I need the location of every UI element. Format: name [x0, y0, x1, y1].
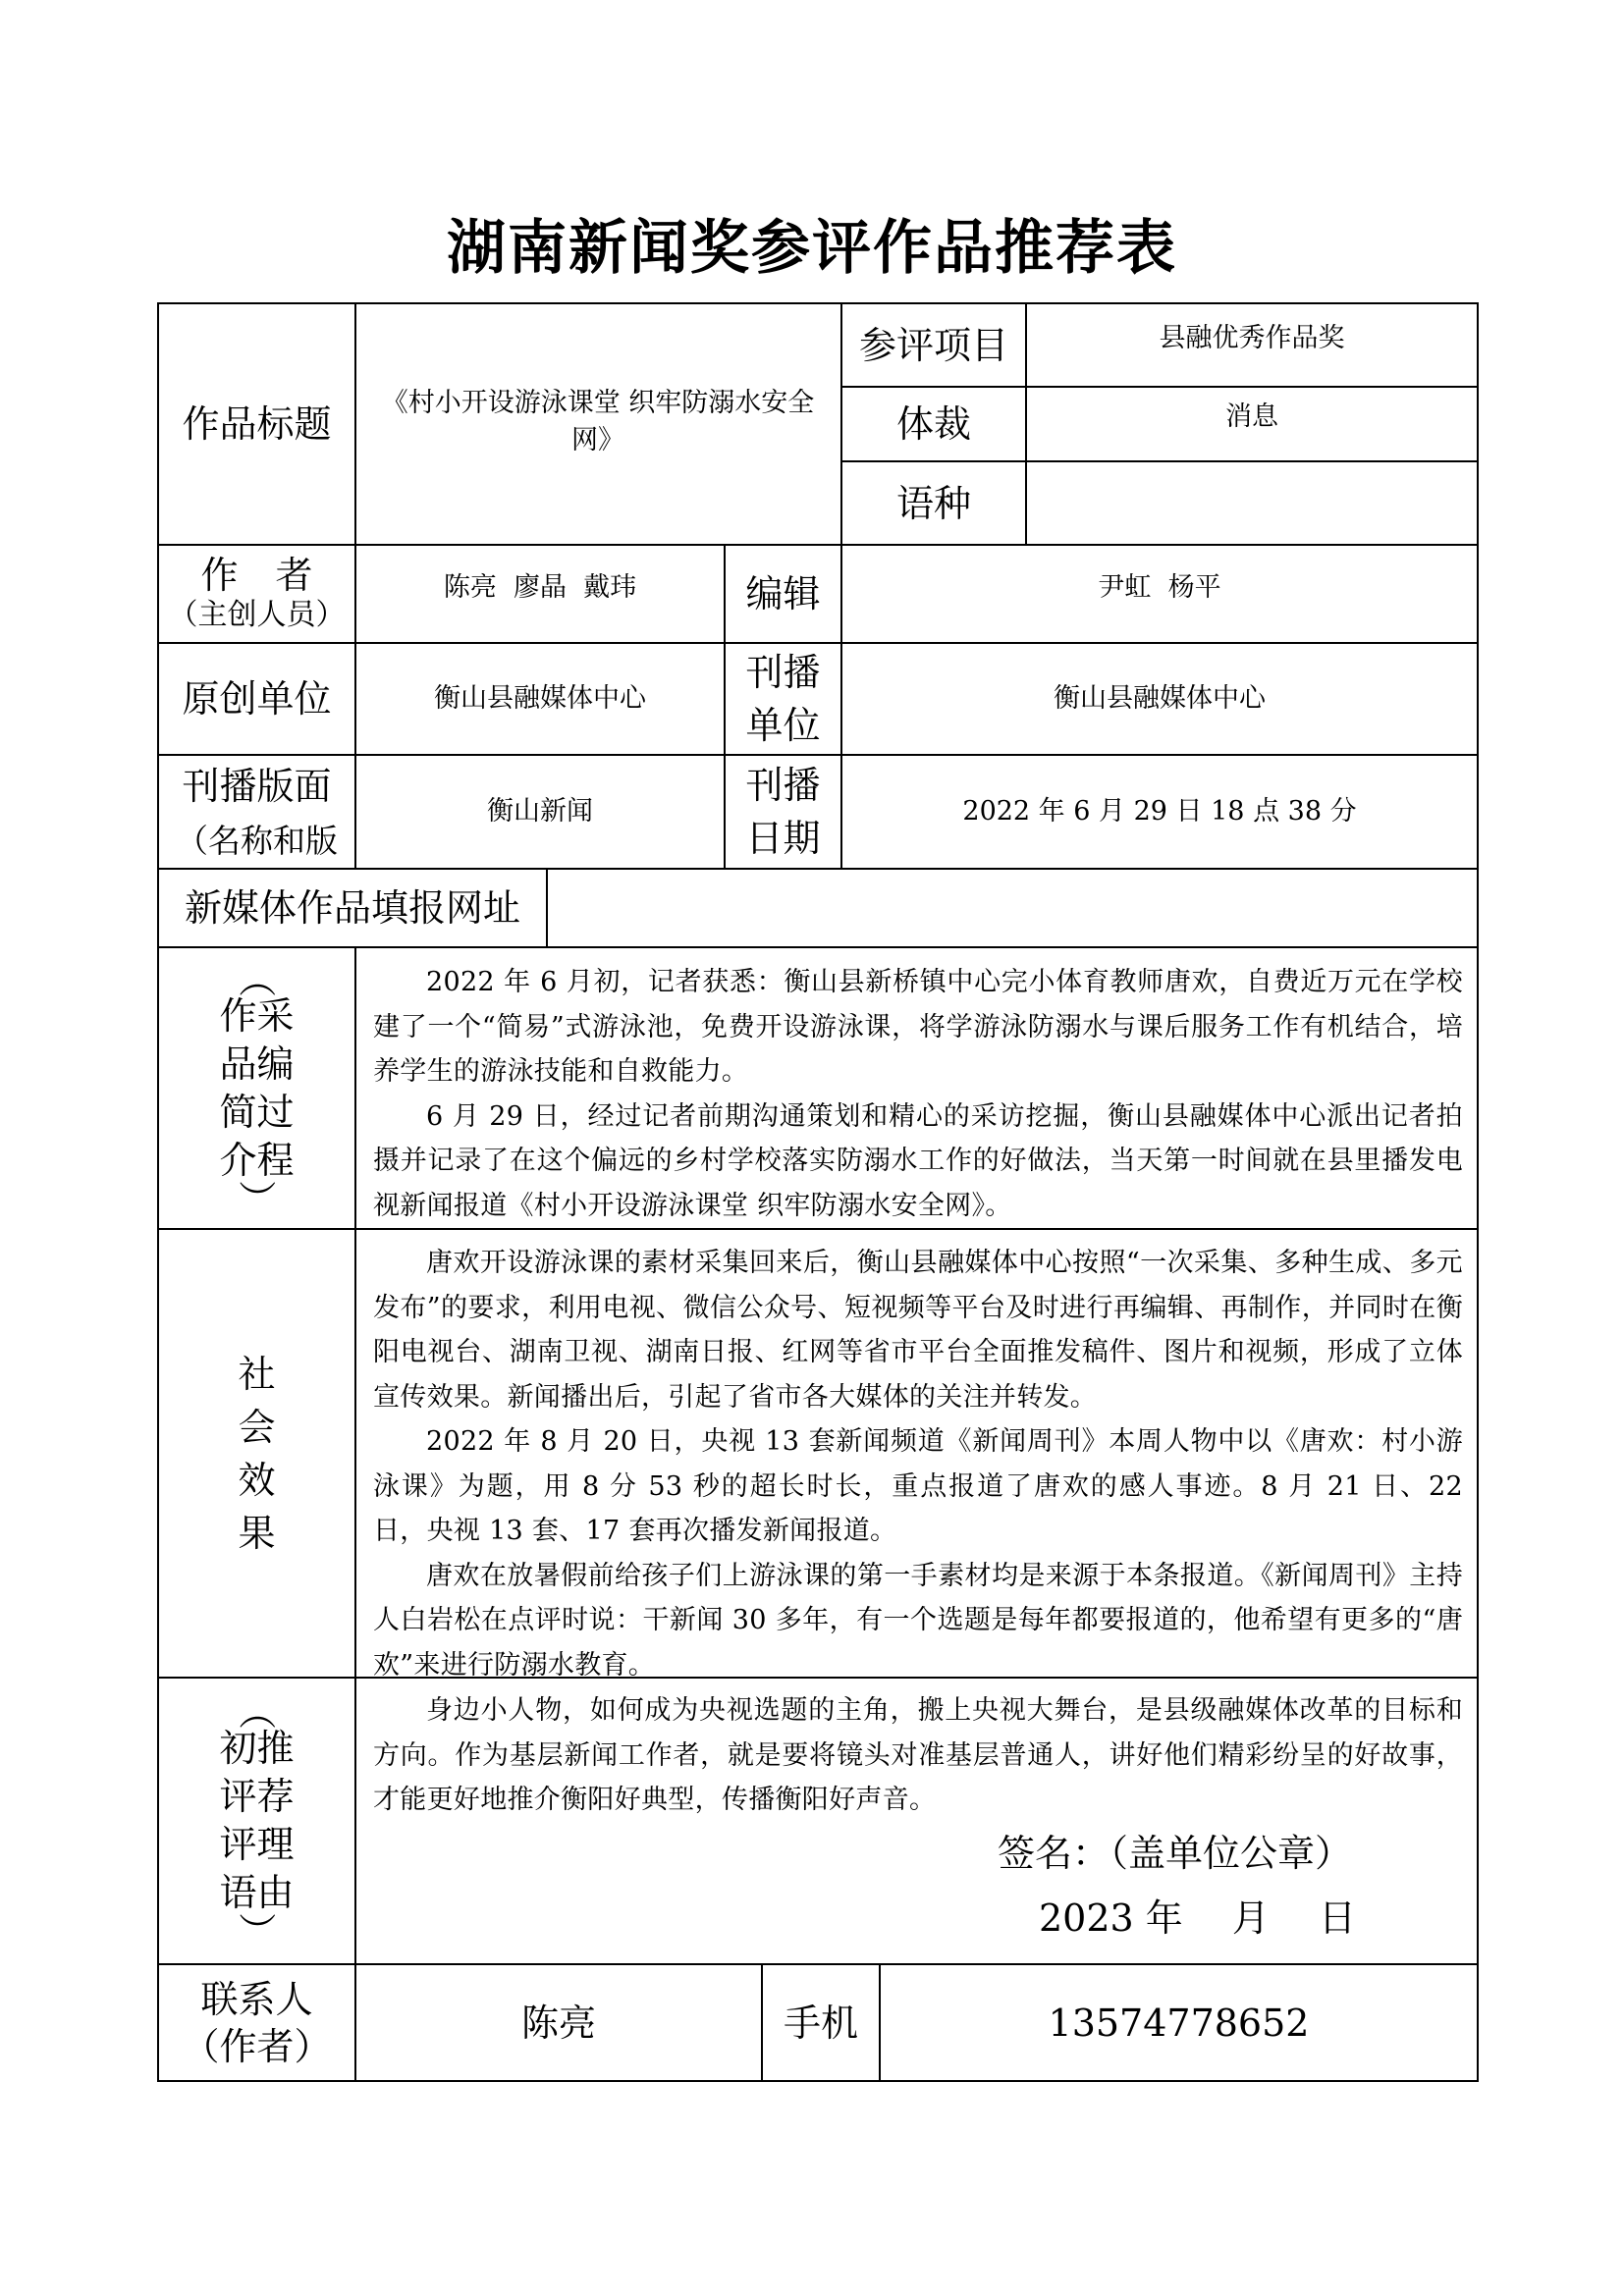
- layout-label-line2: （名称和版: [176, 822, 338, 860]
- review-paragraph: 身边小人物，如何成为央视选题的主角，搬上央视大舞台，是县级融媒体改革的目标和方向。作为基层新闻工作者，就是要将镜头对准基层普通人，讲好他们精彩纷呈的好故事，才能更好地推介衡阳好典型，传播衡阳好声音。: [373, 1695, 1463, 1815]
- phone-label-text: 手机: [783, 2001, 858, 2045]
- review-label-line: 初推: [219, 1727, 295, 1770]
- contact-name-value: [356, 1965, 761, 2080]
- effect-paragraph: 唐欢开设游泳课的素材采集回来后，衡山县融媒体中心按照“一次采集、多种生成、多元发布”的要求，利用电视、微信公众号、短视频等平台及时进行再编辑、再制作，并同时在衡阳电视台、湖南卫视、湖南日报、红网等省市平台全面推发稿件、图片和视频，形成了立体宣传效果。新闻播出后，引起了省市各大媒体的关注并转发。: [373, 1248, 1463, 1413]
- process-label-line: 简过: [219, 1090, 295, 1134]
- publish-date-label-line2: 日期: [745, 817, 821, 860]
- layout-label-line1: 刊播版面: [182, 765, 332, 808]
- language-label: [842, 462, 1025, 544]
- origin-unit-label: [159, 644, 354, 754]
- signature: 签名：（盖单位公章）: [998, 1832, 1353, 1875]
- genre-label: [842, 388, 1025, 460]
- category-label: [842, 304, 1025, 386]
- process-label-open-paren: （: [235, 959, 279, 997]
- process-label-line: 作采: [219, 993, 295, 1038]
- editor-label-text: 编辑: [745, 572, 821, 615]
- review-label-close-paren: ）: [235, 1911, 279, 1950]
- review-content: [373, 1688, 1463, 1836]
- process-paragraph: 2022 年 6 月初，记者获悉：衡山县新桥镇中心完小体育教师唐欢，自费近万元在学校建了一个“简易”式游泳池，免费开设游泳课，将学游泳防溺水与课后服务工作有机结合，培养学生的游泳技能和自救能力。: [373, 967, 1463, 1087]
- category-text: 县融优秀作品奖: [1159, 322, 1345, 353]
- process-label-close-paren: ）: [235, 1179, 279, 1217]
- language-label-text: 语种: [895, 481, 971, 525]
- publish-unit-label-line2: 单位: [745, 704, 821, 747]
- new-media-url-label-text: 新媒体作品填报网址: [184, 886, 520, 930]
- process-label-line: 介程: [219, 1138, 295, 1182]
- effect-label-line: 效: [238, 1458, 276, 1502]
- editors-value: [842, 546, 1477, 642]
- work-title-label: [159, 304, 354, 544]
- effect-label-line: 社: [238, 1352, 276, 1396]
- work-title-text: 《村小开设游泳课堂 织牢防溺水安全网》: [381, 388, 815, 455]
- table-border-right: [1477, 302, 1479, 2082]
- genre-label-text: 体裁: [895, 402, 971, 446]
- work-title-value: [371, 304, 825, 544]
- author-label-line2: （主创人员）: [168, 598, 346, 632]
- effect-content: [373, 1241, 1463, 1681]
- publish-date-value: [842, 756, 1477, 868]
- process-label: [159, 948, 354, 1228]
- layout-text: 衡山新闻: [487, 796, 593, 827]
- phone-number-text: 13574778652: [1048, 2001, 1310, 2045]
- process-label-line: 品编: [219, 1041, 295, 1086]
- language-value: [1027, 462, 1477, 544]
- authors-value: [356, 546, 724, 642]
- editor-label: [726, 546, 840, 642]
- publish-unit-text: 衡山县融媒体中心: [1054, 683, 1266, 714]
- review-label: [159, 1679, 354, 1963]
- contact-name-text: 陈亮: [520, 2001, 596, 2045]
- sign-date: 2023 年 月 日: [1039, 1896, 1356, 1940]
- genre-text: 消息: [1225, 401, 1278, 432]
- effect-label: [159, 1230, 354, 1677]
- effect-label-line: 会: [238, 1405, 276, 1449]
- effect-label-line: 果: [238, 1511, 276, 1555]
- process-paragraph: 6 月 29 日，经过记者前期沟通策划和精心的采访挖掘，衡山县融媒体中心派出记者拍摄并记录了在这个偏远的乡村学校落实防溺水工作的好做法，当天第一时间就在县里播发电视新闻报道《村小开设游泳课堂 织牢防溺水安全网》。: [373, 1100, 1463, 1221]
- new-media-url-value: [548, 870, 1477, 946]
- process-content: [373, 960, 1463, 1225]
- contact-label-line1: 联系人: [200, 1977, 313, 2021]
- editors-text: 尹虹 杨平: [1098, 572, 1221, 603]
- origin-unit-text: 衡山县融媒体中心: [434, 683, 646, 714]
- authors-text: 陈亮 廖晶 戴玮: [443, 572, 637, 603]
- review-label-open-paren: （: [235, 1691, 279, 1731]
- review-label-line: 评荐: [219, 1775, 295, 1818]
- layout-label: [159, 756, 354, 868]
- publish-unit-label-line1: 刊播: [745, 651, 821, 694]
- publish-date-label: [726, 756, 840, 868]
- contact-label-line2: （作者）: [182, 2024, 332, 2068]
- layout-value: [356, 756, 724, 868]
- publish-unit-label: [726, 644, 840, 754]
- phone-value: [881, 1965, 1477, 2080]
- author-label: [159, 546, 354, 642]
- review-label-line: 评理: [219, 1823, 295, 1866]
- origin-unit-label-text: 原创单位: [182, 677, 332, 721]
- origin-unit-value: [356, 644, 724, 754]
- new-media-url-label: [159, 870, 546, 946]
- effect-paragraph: 2022 年 8 月 20 日，央视 13 套新闻频道《新闻周刊》本周人物中以《唐欢：村小游泳课》为题，用 8 分 53 秒的超长时长，重点报道了唐欢的感人事迹。8 月 21 日、22 日，央视 13 套、17 套再次播发新闻报道。: [373, 1426, 1463, 1546]
- publish-date-label-line1: 刊播: [745, 764, 821, 807]
- author-label-line1: 作 者: [200, 554, 313, 597]
- category-value: [1027, 304, 1477, 386]
- table-rule: [354, 946, 356, 2082]
- publish-unit-value: [842, 644, 1477, 754]
- document-title: 湖南新闻奖参评作品推荐表: [447, 214, 1177, 283]
- genre-value: [1027, 388, 1477, 460]
- phone-label: [763, 1965, 879, 2080]
- contact-label: [159, 1965, 354, 2080]
- review-label-line: 语由: [219, 1871, 295, 1914]
- work-title-label-text: 作品标题: [182, 402, 332, 446]
- effect-paragraph: 唐欢在放暑假前给孩子们上游泳课的第一手素材均是来源于本条报道。《新闻周刊》主持人白岩松在点评时说：干新闻 30 多年，有一个选题是每年都要报道的，他希望有更多的“唐欢”来进行防溺水教育。: [373, 1560, 1463, 1681]
- publish-date-text: 2022 年 6 月 29 日 18 点 38 分: [962, 796, 1357, 827]
- category-label-text: 参评项目: [858, 323, 1008, 367]
